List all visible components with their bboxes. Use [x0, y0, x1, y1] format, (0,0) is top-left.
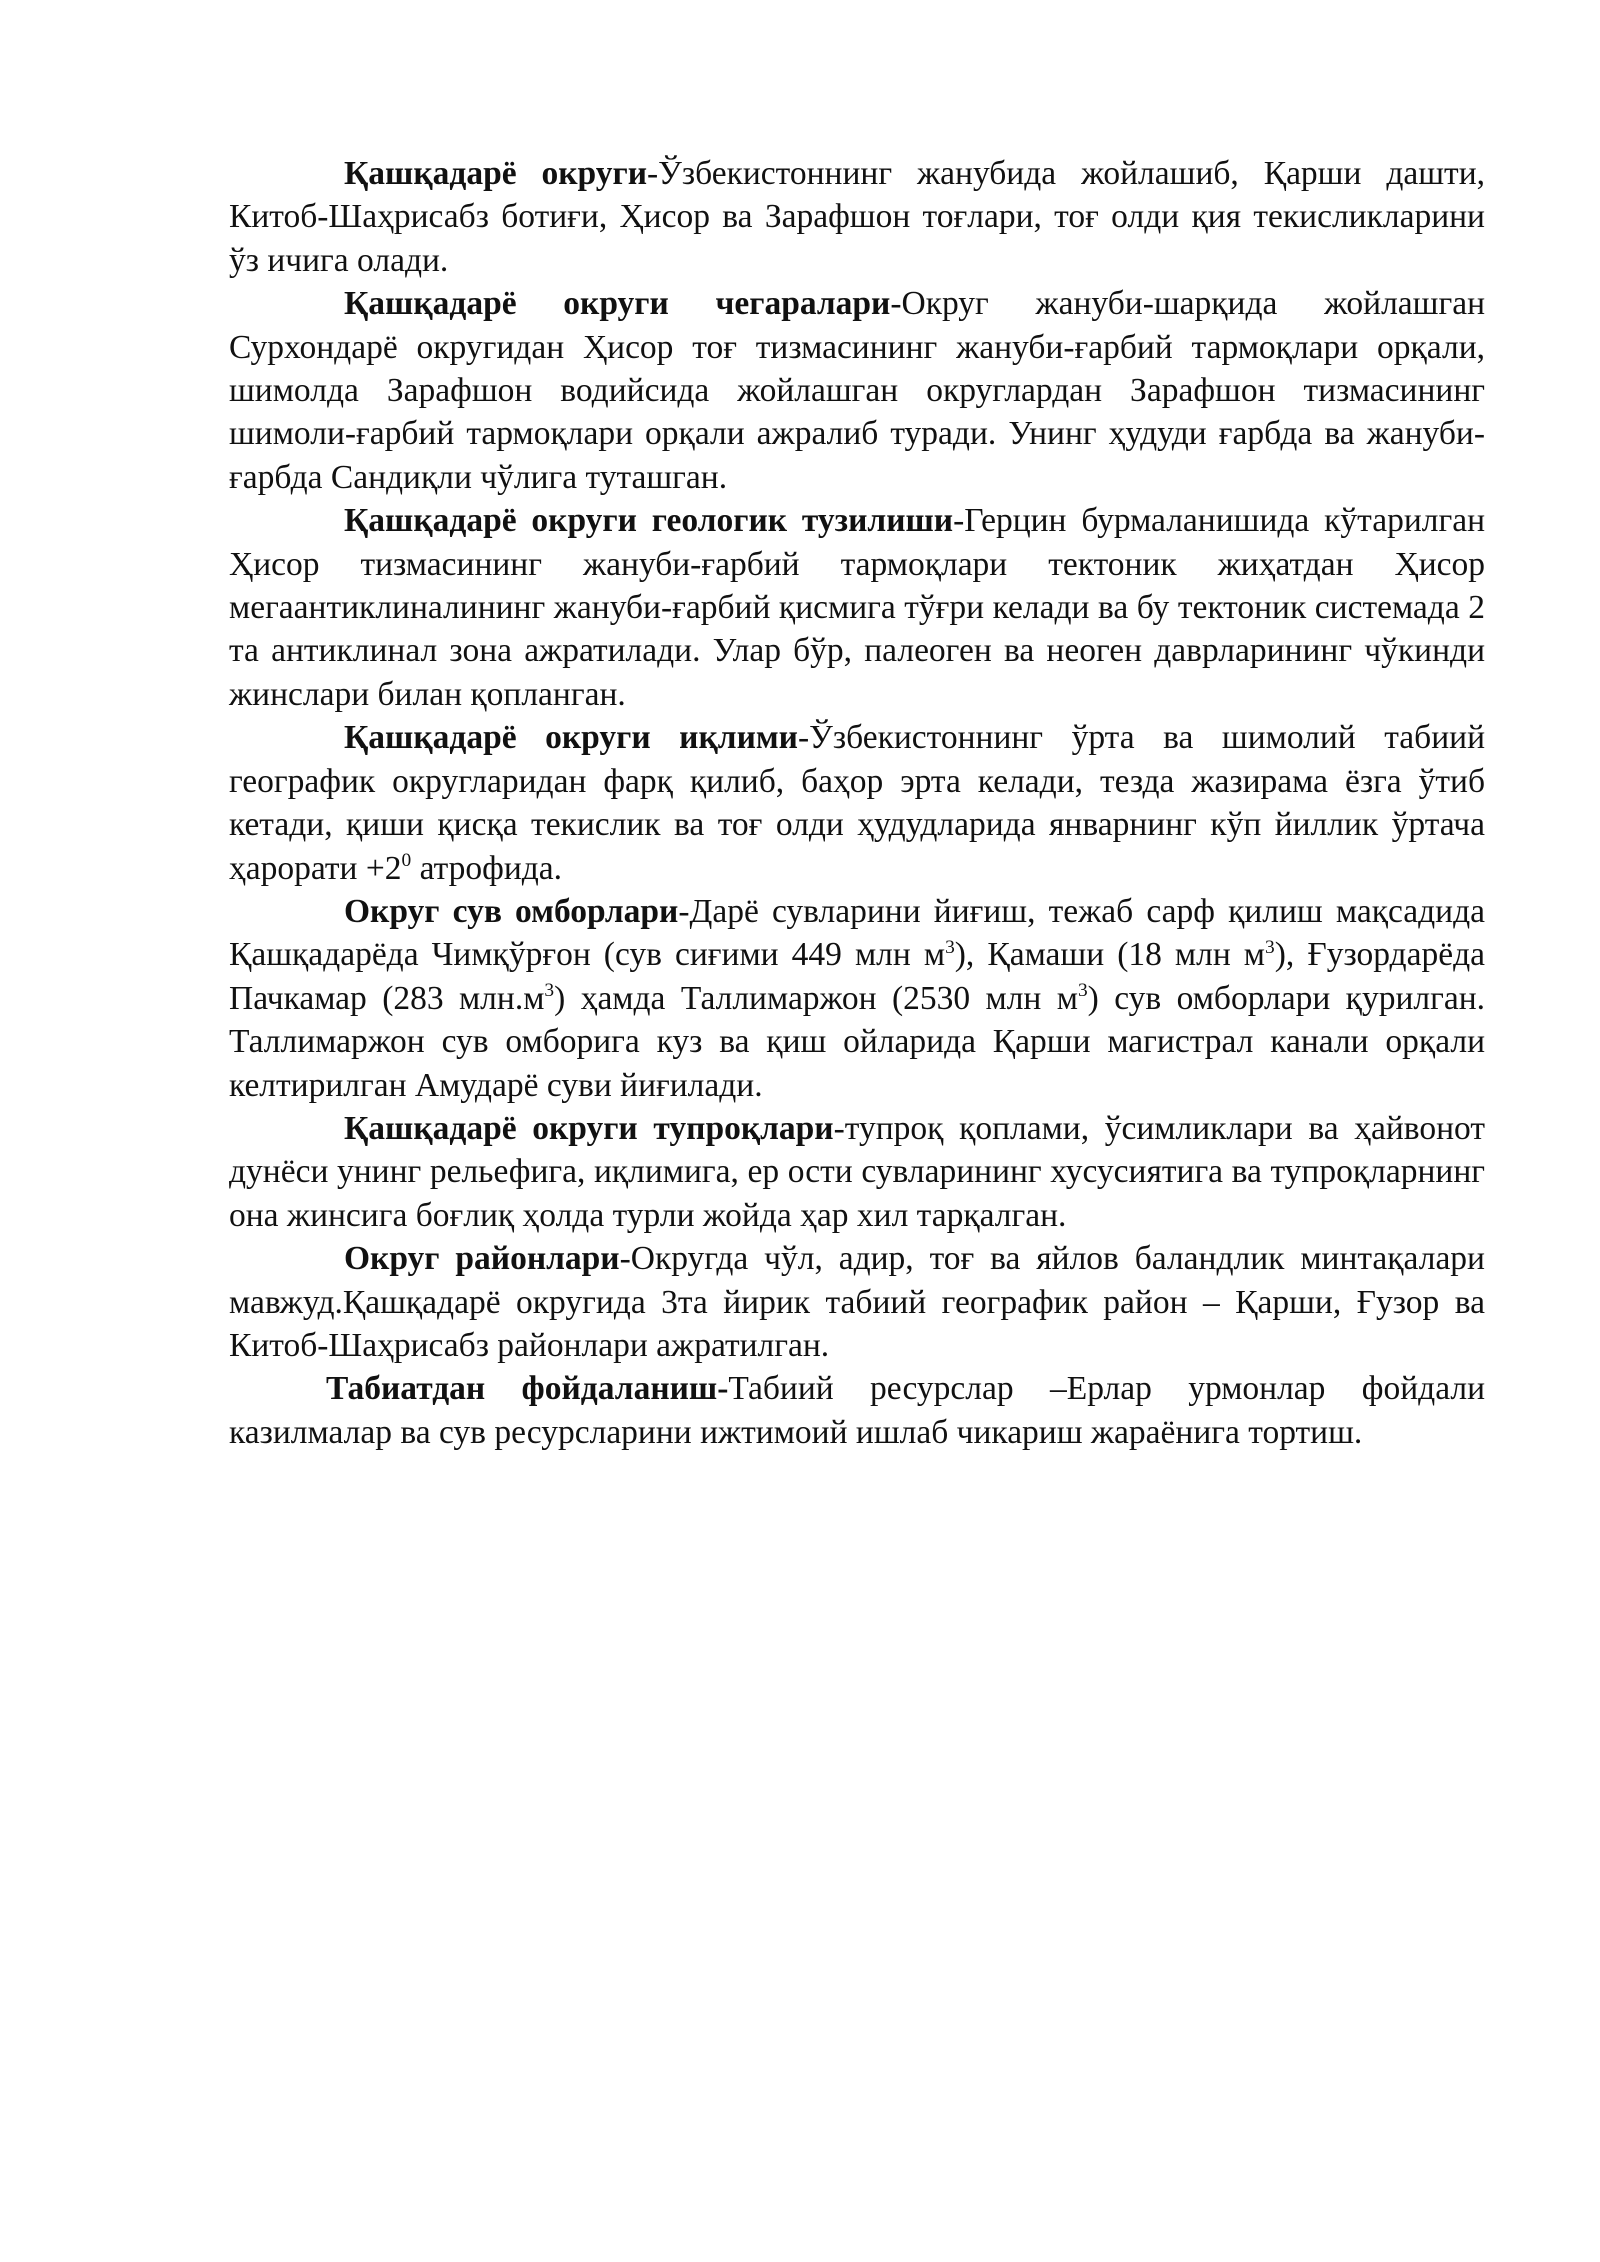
paragraph-heading: Округ сув омборлари [344, 892, 679, 930]
paragraph-text: ), Қамаши (18 млн м [954, 936, 1266, 974]
paragraph-text: -Округда чўл, адир, тоғ ва яйлов баландлик минтақалари мавжуд.Қашқадарё округида 3та йирик табиий географик район – Қарши, Ғузор ва Китоб-Шаҳрисабз районлари ажратилган. [229, 1240, 1485, 1364]
paragraph-text: -Дарё сувларини йиғиш, тежаб сарф қилиш мақсадида Қашқадарёда Чимқўрғон (сув сиғими 449 млн м [229, 892, 1485, 974]
paragraph-heading: Қашқадарё округи чегаралари [344, 285, 891, 323]
paragraph-text: -тупроқ қоплами, ўсимликлари ва ҳайвонот дунёси унинг рельефига, иқлимига, ер ости сувларининг хусусиятига ва тупроқларнинг она жинсига боғлиқ ҳолда турли жойда ҳар хил тарқалган. [229, 1109, 1485, 1234]
paragraph-geological-structure [229, 499, 1485, 716]
superscript: 0 [401, 849, 412, 871]
document-body [229, 152, 1485, 1454]
paragraph-district-borders [229, 282, 1485, 499]
paragraph-text: ), Ғузордарёда Пачкамар (283 млн.м [229, 936, 1485, 1017]
paragraph-heading: Қашқадарё округи [344, 155, 648, 192]
paragraph-reservoirs [229, 890, 1485, 1107]
paragraph-heading: Табиатдан фойдаланиш- [326, 1370, 729, 1408]
paragraph-text: -Герцин бурмаланишида кўтарилган Ҳисор тизмасининг жануби-ғарбий тармоқлари тектоник жиҳатдан Ҳисор мегаантиклиналининг жануби-ғарбий қисмига тўғри келади ва бу тектоник системада 2 та антиклинал зона ажратилади. Улар бўр, палеоген ва неоген даврларининг чўкинди жинслари билан қопланган. [229, 502, 1486, 713]
paragraph-text: атрофида. [411, 849, 563, 887]
paragraph-text: ) сув омборлари қурилган. Таллимаржон сув омборига куз ва қиш ойларида Қарши магистрал канали орқали келтирилган Амударё суви йиғилади. [229, 979, 1485, 1104]
paragraph-soils [229, 1107, 1485, 1237]
paragraph-text: ) ҳамда Таллимаржон (2530 млн м [554, 979, 1078, 1017]
paragraph-heading: Қашқадарё округи иқлими [344, 719, 798, 757]
paragraph-text: -Ўзбекистоннинг ўрта ва шимолий табиий географик округларидан фарқ қилиб, баҳор эрта келади, тезда жазирама ёзга ўтиб кетади, қиши қисқа текислик ва тоғ олди ҳудудларида январнинг кўп йиллик ўртача ҳарорати +2 [229, 719, 1485, 887]
paragraph-kashkadarya-district [229, 152, 1485, 282]
paragraph-nature-use [229, 1367, 1485, 1454]
paragraph-regions [229, 1237, 1485, 1367]
paragraph-climate [229, 716, 1485, 890]
superscript: 3 [1077, 980, 1088, 1002]
paragraph-text: Табиий ресурслар –Ерлар урмонлар фойдали казилмалар ва сув ресурсларини ижтимоий ишлаб чикариш жараёнига тортиш. [229, 1370, 1485, 1451]
paragraph-heading: Округ районлари [344, 1240, 620, 1278]
superscript: 3 [1265, 936, 1275, 958]
paragraph-heading: Қашқадарё округи тупроқлари [344, 1109, 834, 1147]
paragraph-heading: Қашқадарё округи геологик тузилиши [344, 502, 954, 540]
superscript: 3 [544, 980, 555, 1002]
paragraph-text: -Ўзбекистоннинг жанубида жойлашиб, Қарши дашти, Китоб-Шаҳрисабз ботиғи, Ҳисор ва Зарафшон тоғлари, тоғ олди қия текисликларини ўз ичига олади. [229, 155, 1485, 279]
superscript: 3 [945, 936, 955, 958]
paragraph-text: -Округ жануби-шарқида жойлашган Сурхондарё округидан Ҳисор тоғ тизмасининг жануби-ғарбий тармоқлари орқали, шимолда Зарафшон водийсида жойлашган округлардан Зарафшон тизмасининг шимоли-ғарбий тармоқлари орқали ажралиб туради. Унинг ҳудуди ғарбда ва жануби-ғарбда Сандиқли чўлига туташган. [229, 285, 1485, 496]
